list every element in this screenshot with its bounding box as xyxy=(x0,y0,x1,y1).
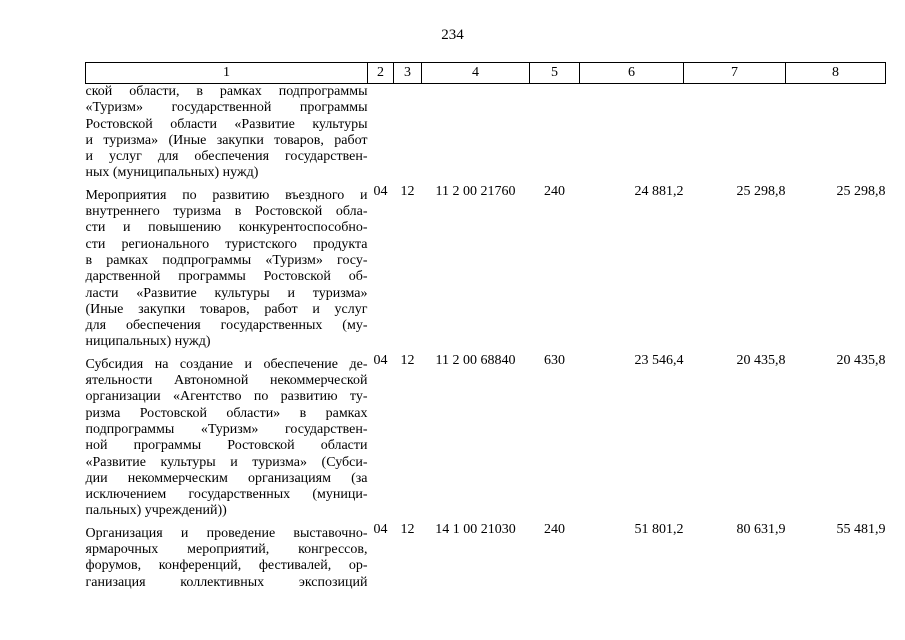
header-col-8: 8 xyxy=(786,63,886,84)
cell-target-article: 11 2 00 68840 xyxy=(435,352,516,368)
table-row xyxy=(86,184,886,353)
table-row xyxy=(86,522,886,593)
cell-amount-3: 55 481,9 xyxy=(836,521,886,537)
header-col-7: 7 xyxy=(684,63,786,84)
header-row xyxy=(86,63,886,84)
cell-amount-2 xyxy=(684,84,786,184)
cell-amount-1 xyxy=(580,84,684,184)
header-col-4: 4 xyxy=(422,63,530,84)
row-description: ской области, в рамках подпрограммы «Туризм» государственной программы Ростовской области «Развитие культуры и туризма» (Иные закупки товаров, работ и услуг для обеспечения государствен- ных (муниципальных) нужд) xyxy=(85,84,368,181)
budget-table xyxy=(85,62,886,593)
table-row xyxy=(86,353,886,522)
cell-amount-3: 25 298,8 xyxy=(836,183,886,199)
cell-target-article xyxy=(422,84,530,184)
header-col-5: 5 xyxy=(530,63,580,84)
page-number: 234 xyxy=(441,27,464,43)
cell-expense-type: 240 xyxy=(544,183,565,199)
cell-amount-2: 80 631,9 xyxy=(736,521,786,537)
cell-section xyxy=(368,84,394,184)
cell-subsection: 12 xyxy=(400,521,415,537)
row-description: Мероприятия по развитию въездного и внутреннего туризма в Ростовской обла- сти и повышению конкурентоспособно- сти регионального туристского продукта в рамках подпрограммы «Туризм» госу- дарственной программы Ростовской об- ласти «Развитие культуры и туризма» (Иные закупки товаров, работ и услуг для обеспечения государственных (му- ниципальных) нужд) xyxy=(85,187,368,350)
cell-amount-3: 20 435,8 xyxy=(836,352,886,368)
header-col-1: 1 xyxy=(86,63,368,84)
cell-subsection: 12 xyxy=(400,352,415,368)
cell-subsection: 12 xyxy=(400,183,415,199)
cell-section: 04 xyxy=(373,521,388,537)
cell-target-article: 11 2 00 21760 xyxy=(435,183,516,199)
cell-amount-3 xyxy=(786,84,886,184)
cell-amount-1: 24 881,2 xyxy=(634,183,684,199)
table-row xyxy=(86,84,886,184)
cell-expense-type: 630 xyxy=(544,352,565,368)
cell-target-article: 14 1 00 21030 xyxy=(435,521,516,537)
row-description: Организация и проведение выставочно- ярмарочных мероприятий, конгрессов, форумов, конференций, фестивалей, ор- ганизация коллективных экспозиций xyxy=(85,525,368,590)
header-col-2: 2 xyxy=(368,63,394,84)
header-col-6: 6 xyxy=(580,63,684,84)
cell-expense-type xyxy=(530,84,580,184)
header-col-3: 3 xyxy=(394,63,422,84)
cell-section: 04 xyxy=(373,183,388,199)
cell-amount-2: 20 435,8 xyxy=(736,352,786,368)
cell-subsection xyxy=(394,84,422,184)
cell-section: 04 xyxy=(373,352,388,368)
cell-expense-type: 240 xyxy=(544,521,565,537)
cell-amount-1: 51 801,2 xyxy=(634,521,684,537)
row-description: Субсидия на создание и обеспечение де- ятельности Автономной некоммерческой организации «Агентство по развитию ту- ризма Ростовской области» в рамках подпрограммы «Туризм» государствен- ной программы Ростовской области «Развитие культуры и туризма» (Субси- дии некоммерческим организациям (за исключением государственных (муници- пальных) учреждений)) xyxy=(85,356,368,519)
cell-amount-2: 25 298,8 xyxy=(736,183,786,199)
cell-amount-1: 23 546,4 xyxy=(634,352,684,368)
